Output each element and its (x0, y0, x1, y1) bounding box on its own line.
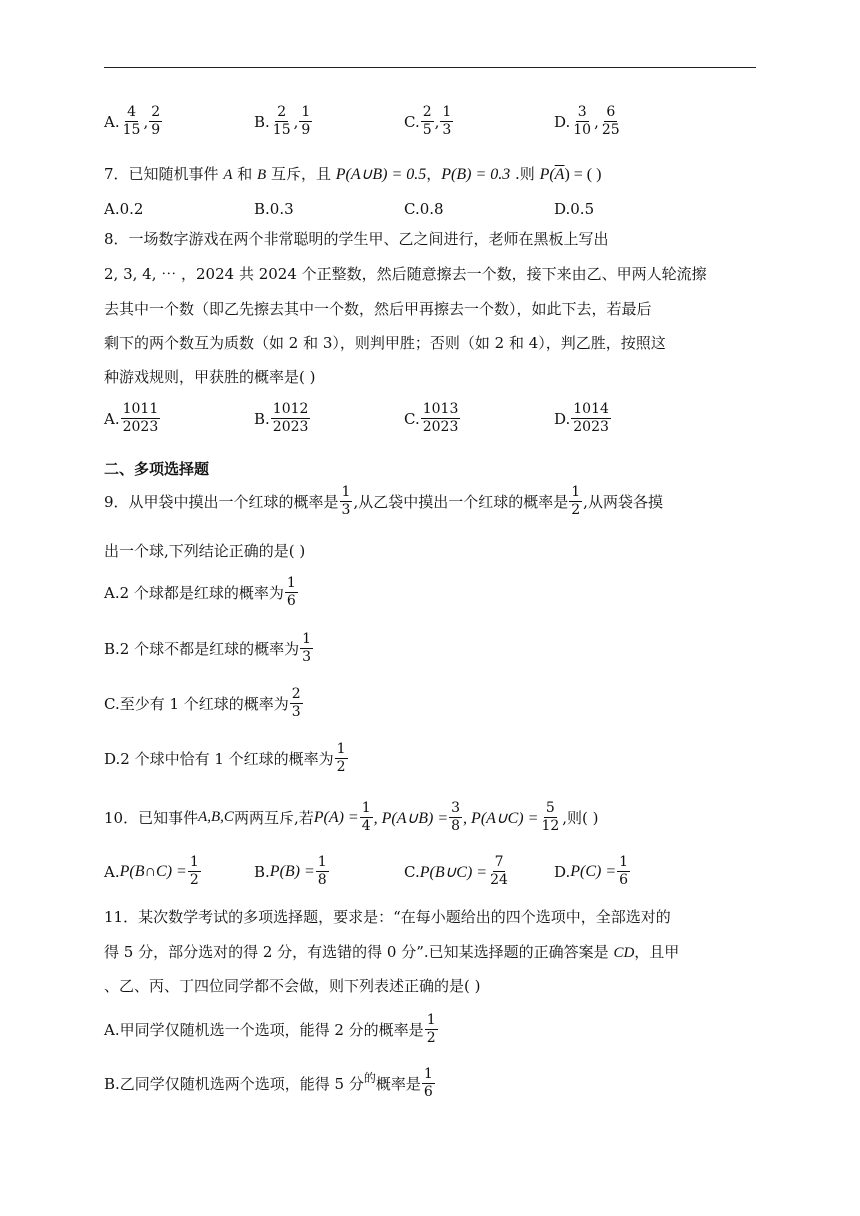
header-rule (104, 67, 756, 68)
fraction: $\frac{2}{9}$ (151, 104, 161, 138)
fraction: $\frac{6}{25}$ (601, 104, 620, 138)
fraction: $\frac{1}{3}$ (302, 631, 312, 665)
fraction: $\frac{1011}{2023}$ (122, 401, 159, 435)
q6-option-a: A. $\frac{4}{15}$ , $\frac{2}{9}$ (104, 104, 161, 138)
fraction: $\frac{1}{6}$ (423, 1066, 433, 1100)
fraction: $\frac{7}{24}$ (490, 854, 508, 888)
q9-option-d: D.2 个球中恰有 1 个红球的概率为 $\frac{1}{2}$ (104, 741, 346, 775)
q7-option-d: D.0.5 (554, 200, 595, 218)
fraction: $\frac{1}{2}$ (336, 741, 346, 775)
fraction: $\frac{3}{10}$ (573, 104, 592, 138)
q10-option-c: C. P(B∪C) = $\frac{7}{24}$ (404, 854, 508, 888)
q8-option-d: D. $\frac{1014}{2023}$ (554, 401, 609, 435)
fraction: $\frac{1}{9}$ (301, 104, 311, 138)
q8-line-5: 种游戏规则，甲获胜的概率是( ) (104, 368, 316, 386)
q6-option-b: B. $\frac{2}{15}$ , $\frac{1}{9}$ (254, 104, 311, 138)
q8-option-b: B. $\frac{1012}{2023}$ (254, 401, 309, 435)
q8-line-4: 剩下的两个数互为质数（如 2 和 3），则判甲胜；否则（如 2 和 4），判乙胜，按照这 (104, 334, 666, 352)
q8-line-3: 去其中一个数（即乙先擦去其中一个数，然后甲再擦去一个数），如此下去，若最后 (104, 300, 652, 318)
fraction: $\frac{1}{4}$ (361, 800, 371, 834)
q10-option-b: B. P(B) = $\frac{1}{8}$ (254, 854, 327, 888)
q11-option-a: A.甲同学仅随机选一个选项，能得 2 分的概率是 $\frac{1}{2}$ (104, 1012, 436, 1046)
section-title-multiple-choice: 二、多项选择题 (104, 460, 210, 478)
q6-option-d: D. $\frac{3}{10}$ , $\frac{6}{25}$ (554, 104, 620, 138)
fraction: $\frac{2}{5}$ (422, 104, 432, 138)
fraction: $\frac{2}{15}$ (272, 104, 291, 138)
q9-option-b: B.2 个球不都是红球的概率为 $\frac{1}{3}$ (104, 631, 312, 665)
q11-line-3: 、乙、丙、丁四位同学都不会做，则下列表述正确的是( ) (104, 977, 481, 995)
q7-stem: 7．已知随机事件 A 和 B 互斥，且 P(A∪B) = 0.5，P(B) = 0.3 .则 $P(\overline{A})$ = ( ) (104, 165, 602, 183)
q10-option-a: A. P(B∩C) = $\frac{1}{2}$ (104, 854, 199, 888)
q9-stem-line-2: 出一个球,下列结论正确的是( ) (104, 542, 306, 560)
q11-line-2: 得 5 分，部分选对的得 2 分，有选错的得 0 分”.已知某选择题的正确答案是 CD，且甲 (104, 943, 680, 961)
fraction: $\frac{1013}{2023}$ (422, 401, 459, 435)
q10-stem: 10．已知事件 A,B,C 两两互斥,若 P(A) = $\frac{1}{4}$ , P(A∪B) = $\frac{3}{8}$ , P(A∪C) = $\frac{5}{12}$ ,则( ) (104, 800, 599, 834)
q6-option-c: C. $\frac{2}{5}$ , $\frac{1}{3}$ (404, 104, 452, 138)
fraction: $\frac{1}{3}$ (442, 104, 452, 138)
q7-option-b: B.0.3 (254, 200, 294, 218)
fraction: $\frac{1}{6}$ (619, 854, 629, 888)
fraction: $\frac{1}{2}$ (189, 854, 199, 888)
fraction: $\frac{1012}{2023}$ (272, 401, 309, 435)
fraction: $\frac{1}{6}$ (286, 575, 296, 609)
q8-line-2: 2, 3, 4, ⋯ ，2024 共 2024 个正整数，然后随意擦去一个数，接下来由乙、甲两人轮流擦 (104, 265, 707, 283)
fraction: $\frac{1}{2}$ (571, 484, 581, 518)
fraction: $\frac{2}{3}$ (291, 686, 301, 720)
fraction: $\frac{4}{15}$ (122, 104, 141, 138)
fraction: $\frac{1}{2}$ (426, 1012, 436, 1046)
q9-option-a: A.2 个球都是红球的概率为 $\frac{1}{6}$ (104, 575, 296, 609)
q8-line-1: 8．一场数字游戏在两个非常聪明的学生甲、乙之间进行，老师在黑板上写出 (104, 230, 609, 248)
fraction: $\frac{3}{8}$ (451, 800, 461, 834)
fraction: $\frac{1}{3}$ (341, 484, 351, 518)
q8-option-c: C. $\frac{1013}{2023}$ (404, 401, 459, 435)
q9-option-c: C.至少有 1 个红球的概率为 $\frac{2}{3}$ (104, 686, 301, 720)
q7-option-a: A.0.2 (104, 200, 144, 218)
q7-option-c: C.0.8 (404, 200, 444, 218)
q9-stem-line-1: 9．从甲袋中摸出一个红球的概率是 $\frac{1}{3}$ ,从乙袋中摸出一个红球的概率是 $\frac{1}{2}$ ,从两袋各摸 (104, 484, 663, 518)
q8-option-a: A. $\frac{1011}{2023}$ (104, 401, 159, 435)
fraction: $\frac{5}{12}$ (541, 800, 560, 834)
q11-option-b: B.乙同学仅随机选两个选项，能得 5 分 的 概率是 $\frac{1}{6}$ (104, 1066, 433, 1100)
fraction: $\frac{1014}{2023}$ (573, 401, 609, 435)
q11-line-1: 11．某次数学考试的多项选择题，要求是：“在每小题给出的四个选项中，全部选对的 (104, 908, 671, 926)
fraction: $\frac{1}{8}$ (317, 854, 327, 888)
q10-option-d: D. P(C) = $\frac{1}{6}$ (554, 854, 629, 888)
